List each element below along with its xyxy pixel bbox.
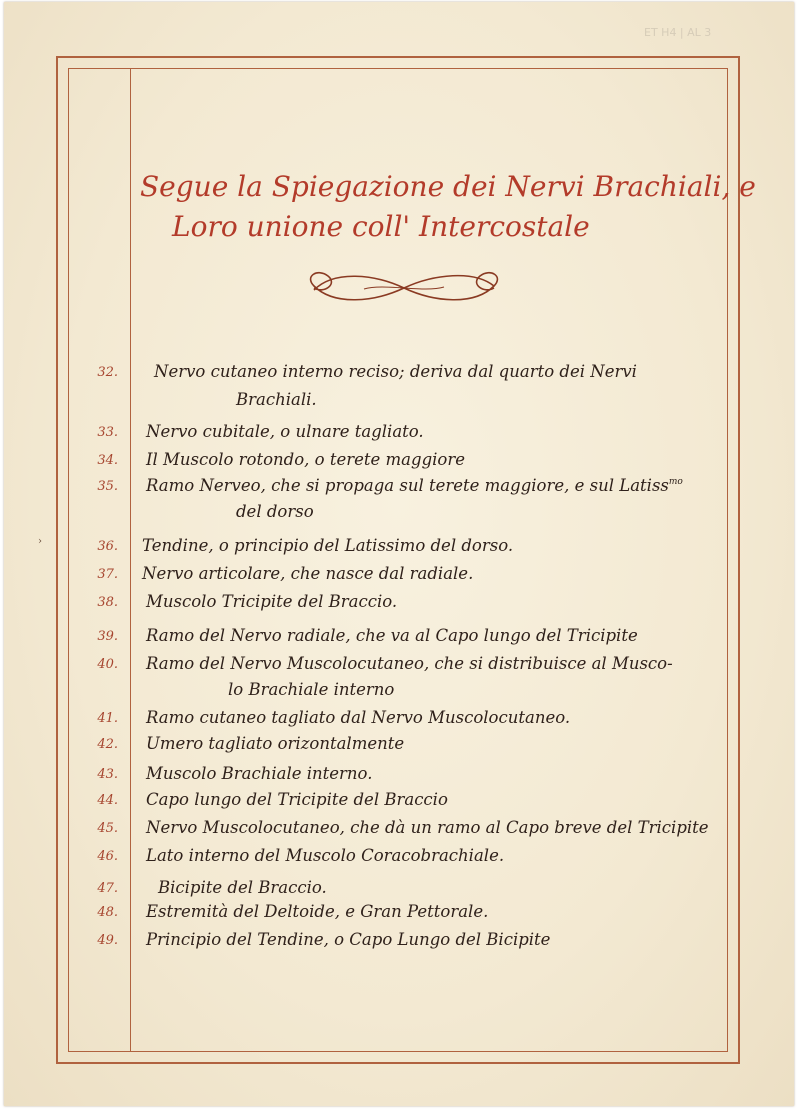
entry-number: 45. bbox=[97, 821, 118, 836]
entry-text-main: Nervo Muscolocutaneo, che dà un ramo al Capo breve del Tricipite bbox=[146, 818, 709, 837]
entry-text bbox=[146, 818, 709, 837]
ink-mark: › bbox=[38, 536, 42, 547]
entry-text bbox=[146, 764, 372, 783]
entry-number: 48. bbox=[97, 905, 118, 920]
entry-number: 34. bbox=[97, 453, 118, 468]
entry-text bbox=[158, 878, 327, 897]
entry-number: 47. bbox=[97, 881, 118, 896]
entry-text-main: Nervo cubitale, o ulnare tagliato. bbox=[146, 422, 424, 441]
entry-text-main: Nervo articolare, che nasce dal radiale. bbox=[142, 564, 474, 583]
entry-number: 36. bbox=[97, 539, 118, 554]
entry-number: 44. bbox=[97, 793, 118, 808]
entry-text-main: Muscolo Tricipite del Braccio. bbox=[146, 592, 398, 611]
entry-number: 46. bbox=[97, 849, 118, 864]
entry-text bbox=[154, 362, 637, 381]
entry-text-main: Muscolo Brachiale interno. bbox=[146, 764, 373, 783]
manuscript-page bbox=[4, 2, 794, 1106]
entry-text bbox=[146, 626, 638, 645]
entry-number: 40. bbox=[97, 657, 118, 672]
entry-text-main: Nervo cutaneo interno reciso; deriva dal quarto dei Nervi bbox=[154, 362, 637, 381]
entry-text-main: Ramo del Nervo radiale, che va al Capo lungo del Tricipite bbox=[146, 626, 638, 645]
entry-text-main: Bicipite del Braccio. bbox=[158, 878, 327, 897]
entry-number: 42. bbox=[97, 737, 118, 752]
entry-text bbox=[146, 654, 673, 673]
entry-number: 39. bbox=[97, 629, 118, 644]
entry-number: 33. bbox=[97, 425, 118, 440]
entry-text-main: Ramo cutaneo tagliato dal Nervo Muscolocutaneo. bbox=[146, 708, 571, 727]
entry-text-main: Lato interno del Muscolo Coracobrachiale. bbox=[146, 846, 505, 865]
entry-number: 35. bbox=[97, 479, 118, 494]
entry-text-main: Umero tagliato orizontalmente bbox=[146, 734, 405, 753]
entry-text-main: Ramo del Nervo Muscolocutaneo, che si distribuisce al Musco- bbox=[146, 654, 673, 673]
entry-text bbox=[146, 790, 448, 809]
entry-text bbox=[146, 592, 397, 611]
title-line-1: Segue la Spiegazione dei Nervi Brachiali, e bbox=[140, 170, 756, 203]
entry-continuation: del dorso bbox=[236, 502, 314, 521]
entry-text bbox=[146, 422, 424, 441]
entry-number: 43. bbox=[97, 767, 118, 782]
entry-number: 38. bbox=[97, 595, 118, 610]
archive-stamp: ET H4 | AL 3 bbox=[644, 26, 712, 39]
entry-continuation: lo Brachiale interno bbox=[228, 680, 395, 699]
entry-text-main: Tendine, o principio del Latissimo del dorso. bbox=[142, 536, 514, 555]
calligraphic-flourish-icon bbox=[304, 264, 504, 312]
entry-text-main: Il Muscolo rotondo, o terete maggiore bbox=[146, 450, 465, 469]
entry-superscript: mo bbox=[668, 477, 683, 487]
margin-rule bbox=[130, 68, 131, 1052]
entry-text-main: Ramo Nerveo, che si propaga sul terete maggiore, e sul Latiss bbox=[146, 476, 669, 495]
entry-number: 32. bbox=[97, 365, 118, 380]
entry-text bbox=[142, 564, 473, 583]
entry-text bbox=[146, 846, 504, 865]
entry-text bbox=[142, 536, 513, 555]
entry-text bbox=[146, 450, 465, 469]
title-line-2: Loro unione coll' Intercostale bbox=[172, 210, 590, 243]
entry-text bbox=[146, 902, 488, 921]
entry-continuation: Brachiali. bbox=[236, 390, 317, 409]
entry-text-main: Capo lungo del Tricipite del Braccio bbox=[146, 790, 448, 809]
entry-number: 41. bbox=[97, 711, 118, 726]
entry-number: 37. bbox=[97, 567, 118, 582]
entry-text bbox=[146, 708, 570, 727]
entry-text bbox=[146, 734, 404, 753]
entry-text bbox=[146, 476, 683, 495]
entry-number: 49. bbox=[97, 933, 118, 948]
entry-text bbox=[146, 930, 550, 949]
entry-text-main: Estremità del Deltoide, e Gran Pettorale. bbox=[146, 902, 489, 921]
entry-text-main: Principio del Tendine, o Capo Lungo del Bicipite bbox=[146, 930, 551, 949]
